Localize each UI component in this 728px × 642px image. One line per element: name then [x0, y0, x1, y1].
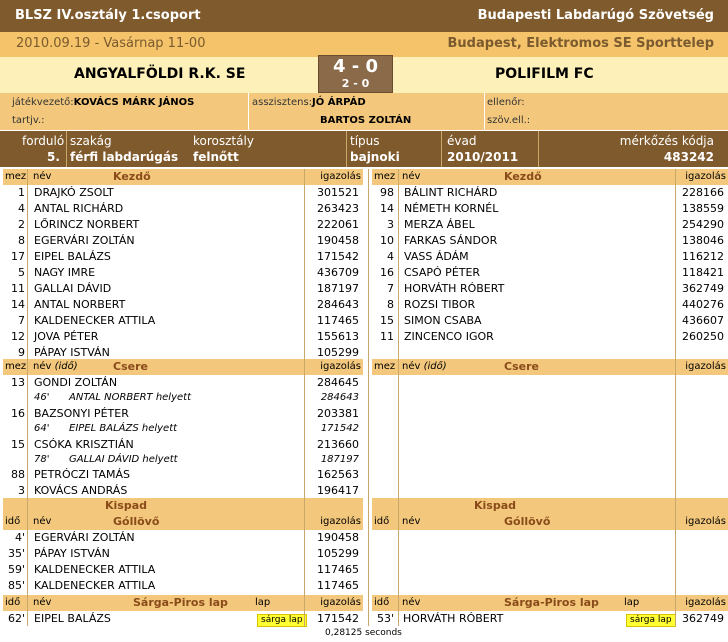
col-header-card: lap — [624, 597, 640, 608]
card-minute: 53' — [376, 612, 394, 625]
player-name: SIMON CSABA — [404, 314, 482, 327]
age-value: felnőtt — [193, 150, 239, 164]
away-team: POLIFILM FC — [495, 66, 594, 82]
bench-header — [3, 498, 363, 514]
col-header-id: igazolás — [685, 361, 726, 372]
starters-title: Kezdő — [504, 170, 542, 183]
column-divider — [304, 169, 305, 626]
col-header-name: név (idő) — [33, 361, 78, 372]
table-row — [3, 329, 363, 345]
shirt-number: 4 — [18, 202, 25, 215]
cards-title: Sárga-Piros lap — [504, 596, 599, 609]
license-id: 228166 — [682, 186, 724, 199]
col-header-name: név — [33, 516, 52, 527]
shirt-number: 13 — [11, 376, 25, 389]
player-name: ANTAL NORBERT — [34, 298, 126, 311]
license-id: 155613 — [317, 330, 359, 343]
replaced-license-id: 171542 — [320, 423, 359, 434]
table-row — [3, 249, 363, 265]
license-id: 222061 — [317, 218, 359, 231]
table-row — [3, 611, 363, 627]
shirt-number: 16 — [11, 407, 25, 420]
player-name: DRAJKÓ ZSOLT — [34, 186, 114, 199]
season-label: évad — [447, 134, 477, 148]
col-header-card: lap — [255, 597, 271, 608]
controller-label: ellenőr: — [487, 97, 525, 108]
match-code-label: mérkőzés kódja — [619, 134, 714, 148]
license-id: 138559 — [682, 202, 724, 215]
match-code-value: 483242 — [663, 150, 714, 164]
assistant-1-name: JÓ ÁRPÁD — [312, 97, 366, 108]
league-bar — [0, 0, 728, 32]
player-name: EIPEL BALÁZS — [34, 250, 111, 263]
col-header-name: név (idő) — [402, 361, 447, 372]
scorers-title: Góllövő — [504, 515, 551, 528]
col-header-id: igazolás — [685, 171, 726, 182]
license-id: 196417 — [317, 484, 359, 497]
license-id: 117465 — [317, 579, 359, 592]
table-row — [3, 562, 363, 578]
goal-minute: 59' — [7, 563, 25, 576]
col-header-first: idő — [374, 597, 390, 608]
player-name: GALLAI DÁVID — [34, 282, 112, 295]
column-divider — [368, 169, 369, 626]
federation-name: Budapesti Labdarúgó Szövetség — [477, 8, 714, 23]
player-name: EGERVÁRI ZOLTÁN — [34, 531, 135, 544]
score-box — [318, 55, 393, 93]
table-row — [3, 530, 363, 546]
license-id: 117465 — [317, 314, 359, 327]
col-header-first: mez — [5, 171, 27, 182]
card-badge — [626, 611, 676, 627]
referee-label: játékvezető: — [12, 97, 74, 108]
cards-title: Sárga-Piros lap — [133, 596, 228, 609]
table-row — [3, 467, 363, 483]
officials-panel — [0, 93, 728, 130]
col-header-first: mez — [5, 361, 27, 372]
col-header-id: igazolás — [685, 597, 726, 608]
type-label: típus — [350, 134, 380, 148]
shirt-number: 88 — [11, 468, 25, 481]
table-row — [3, 375, 363, 391]
license-id: 138046 — [682, 234, 724, 247]
license-id: 284643 — [317, 298, 359, 311]
table-row — [3, 313, 363, 329]
player-name: CSAPÓ PÉTER — [404, 266, 481, 279]
license-id: 263423 — [317, 202, 359, 215]
license-id: 190458 — [317, 531, 359, 544]
license-id: 440276 — [682, 298, 724, 311]
col-header-id: igazolás — [320, 361, 361, 372]
section-header — [3, 514, 363, 530]
player-name: BÁLINT RICHÁRD — [404, 186, 498, 199]
yellow-card-badge: sárga lap — [257, 614, 307, 627]
player-name: MERZA ÁBEL — [404, 218, 475, 231]
table-row — [3, 201, 363, 217]
subs-title: Csere — [504, 360, 539, 373]
player-name: EGERVÁRI ZOLTÁN — [34, 234, 135, 247]
player-name: HORVÁTH RÓBERT — [404, 282, 505, 295]
shirt-number: 7 — [387, 282, 394, 295]
shirt-number: 5 — [18, 266, 25, 279]
assistant-label: asszisztens: — [252, 97, 313, 108]
player-name: JOVA PÉTER — [34, 330, 99, 343]
player-name: LŐRINCZ NORBERT — [34, 218, 140, 231]
table-row — [3, 437, 363, 453]
replaced-player: EIPEL BALÁZS helyett — [69, 423, 178, 434]
shirt-number: 12 — [11, 330, 25, 343]
player-name: KOVÁCS ANDRÁS — [34, 484, 128, 497]
starters-title: Kezdő — [113, 170, 151, 183]
player-name: FARKAS SÁNDOR — [404, 234, 498, 247]
col-header-name: név — [402, 597, 421, 608]
match-info-bar — [0, 131, 728, 167]
goal-minute: 4' — [14, 531, 25, 544]
table-row — [3, 483, 363, 499]
column-divider — [675, 169, 676, 626]
col-header-id: igazolás — [320, 516, 361, 527]
shirt-number: 7 — [18, 314, 25, 327]
col-header-name: név — [33, 597, 52, 608]
section-header — [3, 169, 363, 185]
match-venue: Budapest, Elektromos SE Sporttelep — [447, 36, 714, 51]
sub-detail-row — [3, 421, 363, 437]
player-name: KALDENECKER ATTILA — [34, 314, 156, 327]
table-row — [3, 185, 363, 201]
col-header-time: (idő) — [420, 361, 447, 372]
shirt-number: 8 — [18, 234, 25, 247]
shirt-number: 14 — [380, 202, 394, 215]
player-name: CSÓKA KRISZTIÁN — [34, 438, 134, 451]
replaced-license-id: 284643 — [320, 392, 359, 403]
bench-title: Kispad — [105, 499, 148, 512]
shirt-number: 3 — [18, 484, 25, 497]
type-value: bajnoki — [350, 150, 400, 164]
license-id: 436709 — [317, 266, 359, 279]
col-header-id: igazolás — [320, 171, 361, 182]
shirt-number: 11 — [380, 330, 394, 343]
table-row — [3, 265, 363, 281]
round-value: 5. — [47, 150, 60, 164]
player-name: KALDENECKER ATTILA — [34, 579, 156, 592]
license-id: 284645 — [317, 376, 359, 389]
player-name: PÁPAY ISTVÁN — [34, 346, 110, 359]
scorers-title: Góllövő — [113, 515, 160, 528]
shirt-number: 15 — [11, 438, 25, 451]
render-time: 0,28125 seconds — [325, 628, 402, 638]
branch-label: szakág — [70, 134, 112, 148]
player-name: ANTAL RICHÁRD — [34, 202, 124, 215]
goal-minute: 85' — [7, 579, 25, 592]
date-bar — [0, 32, 728, 57]
col-header-first: idő — [5, 597, 21, 608]
player-name: PETRÓCZI TAMÁS — [34, 468, 130, 481]
license-id: 116212 — [682, 250, 724, 263]
final-score: 4 - 0 — [332, 56, 379, 77]
player-name: KALDENECKER ATTILA — [34, 563, 156, 576]
player-name: NÉMETH KORNÉL — [404, 202, 499, 215]
shirt-number: 15 — [380, 314, 394, 327]
license-id: 171542 — [317, 250, 359, 263]
assistant-2-name: BARTOS ZOLTÁN — [320, 115, 412, 126]
column-divider — [27, 169, 28, 626]
player-name: ZINCENCO IGOR — [404, 330, 494, 343]
license-id: 105299 — [317, 346, 359, 359]
halftime-score: 2 - 0 — [341, 77, 370, 90]
player-name: NAGY IMRE — [34, 266, 96, 279]
shirt-number: 3 — [387, 218, 394, 231]
sub-minute: 46' — [34, 392, 50, 403]
license-id: 118421 — [682, 266, 724, 279]
shirt-number: 1 — [18, 186, 25, 199]
license-id: 436607 — [682, 314, 724, 327]
table-row — [3, 578, 363, 594]
col-header-name: név — [402, 516, 421, 527]
referee-name: KOVÁCS MÁRK JÁNOS — [73, 97, 195, 108]
bench-title: Kispad — [474, 499, 517, 512]
license-id: 190458 — [317, 234, 359, 247]
license-id: 362749 — [682, 282, 724, 295]
player-name: EIPEL BALÁZS — [34, 612, 111, 625]
col-header-id: igazolás — [685, 516, 726, 527]
replaced-player: GALLAI DÁVID helyett — [69, 454, 178, 465]
shirt-number: 11 — [11, 282, 25, 295]
shirt-number: 16 — [380, 266, 394, 279]
shirt-number: 4 — [387, 250, 394, 263]
section-header — [3, 359, 363, 375]
license-id: 213660 — [317, 438, 359, 451]
shirt-number: 2 — [18, 218, 25, 231]
player-name: BAZSONYI PÉTER — [34, 407, 129, 420]
table-row — [3, 406, 363, 422]
player-name: VASS ÁDÁM — [404, 250, 469, 263]
license-id: 260250 — [682, 330, 724, 343]
license-id: 301521 — [317, 186, 359, 199]
table-row — [3, 297, 363, 313]
player-name: PÁPAY ISTVÁN — [34, 547, 110, 560]
table-row — [3, 281, 363, 297]
season-value: 2010/2011 — [447, 150, 519, 164]
col-header-first: idő — [374, 516, 390, 527]
sub-detail-row — [3, 452, 363, 468]
col-header-first: mez — [374, 361, 396, 372]
license-id: 254290 — [682, 218, 724, 231]
col-header-time: (idő) — [51, 361, 78, 372]
shirt-number: 8 — [387, 298, 394, 311]
match-datetime: 2010.09.19 - Vasárnap 11-00 — [16, 36, 206, 51]
subs-title: Csere — [113, 360, 148, 373]
round-label: forduló — [22, 134, 65, 148]
table-row — [3, 217, 363, 233]
league-name: BLSZ IV.osztály 1.csoport — [15, 8, 201, 23]
license-id: 203381 — [317, 407, 359, 420]
col-header-name: név — [33, 171, 52, 182]
goal-minute: 35' — [7, 547, 25, 560]
column-divider — [398, 169, 399, 626]
license-id: 171542 — [317, 612, 359, 625]
sub-minute: 64' — [34, 423, 50, 434]
license-id: 187197 — [317, 282, 359, 295]
card-minute: 62' — [7, 612, 25, 625]
replaced-license-id: 187197 — [320, 454, 359, 465]
yellow-card-badge: sárga lap — [626, 614, 676, 627]
shirt-number: 98 — [380, 186, 394, 199]
license-id: 105299 — [317, 547, 359, 560]
section-header — [3, 595, 363, 611]
license-id: 117465 — [317, 563, 359, 576]
license-id: 362749 — [682, 612, 724, 625]
sub-detail-row — [3, 390, 363, 406]
branch-value: férfi labdarúgás — [70, 150, 179, 164]
shirt-number: 14 — [11, 298, 25, 311]
col-header-first: idő — [5, 516, 21, 527]
replaced-player: ANTAL NORBERT helyett — [69, 392, 191, 403]
table-row — [3, 233, 363, 249]
player-name: HORVÁTH RÓBERT — [403, 612, 504, 625]
home-team: ANGYALFÖLDI R.K. SE — [74, 66, 246, 82]
col-header-id: igazolás — [320, 597, 361, 608]
shirt-number: 10 — [380, 234, 394, 247]
shirt-number: 9 — [18, 346, 25, 359]
table-row — [3, 546, 363, 562]
observer-label: szöv.ell.: — [487, 115, 531, 126]
card-badge — [257, 611, 307, 627]
col-header-first: mez — [374, 171, 396, 182]
shirt-number: 17 — [11, 250, 25, 263]
sub-minute: 78' — [34, 454, 50, 465]
reserve-referee-label: tartjv.: — [12, 115, 45, 126]
player-name: GONDI ZOLTÁN — [34, 376, 118, 389]
col-header-name: név — [402, 171, 421, 182]
player-name: ROZSI TIBOR — [404, 298, 476, 311]
age-label: korosztály — [193, 134, 254, 148]
license-id: 162563 — [317, 468, 359, 481]
